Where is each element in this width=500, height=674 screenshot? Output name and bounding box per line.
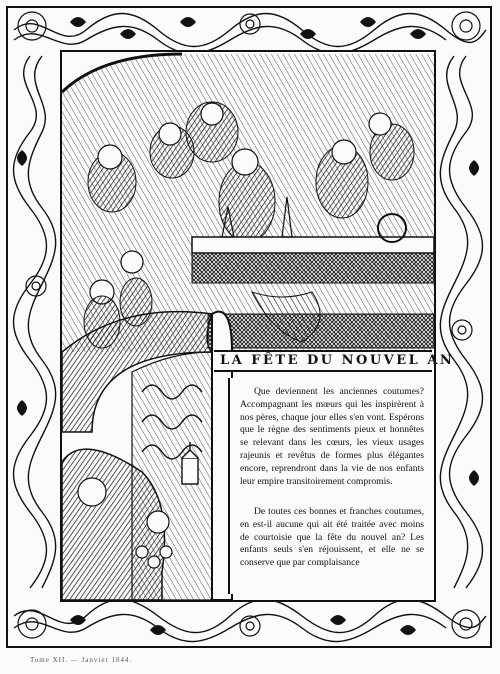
article-text-panel: [228, 378, 426, 594]
title-banner: [214, 350, 455, 372]
article-paragraph-1: Que deviennent les anciennes coutumes? Accompagnant les mœurs qui les inspirèrent à nos pères, chaque jour elles s'en vont. Espérons que le règne des sentiments pieux et honnêtes se relevant dans les cœurs, les vieux usages rajeunis et revêtus de formes plus élégantes encore, reprendront dans la vie de nos enfants leur empire transitoirement compromis.: [240, 386, 424, 487]
article-paragraph-2: De toutes ces bonnes et franches coutumes, en est-il aucune qui ait été traitée avec moins de courtoisie que la fête du nouvel an? Les enfants seuls s'en réjouissent, et elle ne se conserve que par complaisance: [240, 506, 424, 569]
banner-title: LA FÊTE DU NOUVEL AN: [220, 353, 455, 368]
page-footer: Tome XII. — Janvier 1844.: [30, 656, 133, 664]
